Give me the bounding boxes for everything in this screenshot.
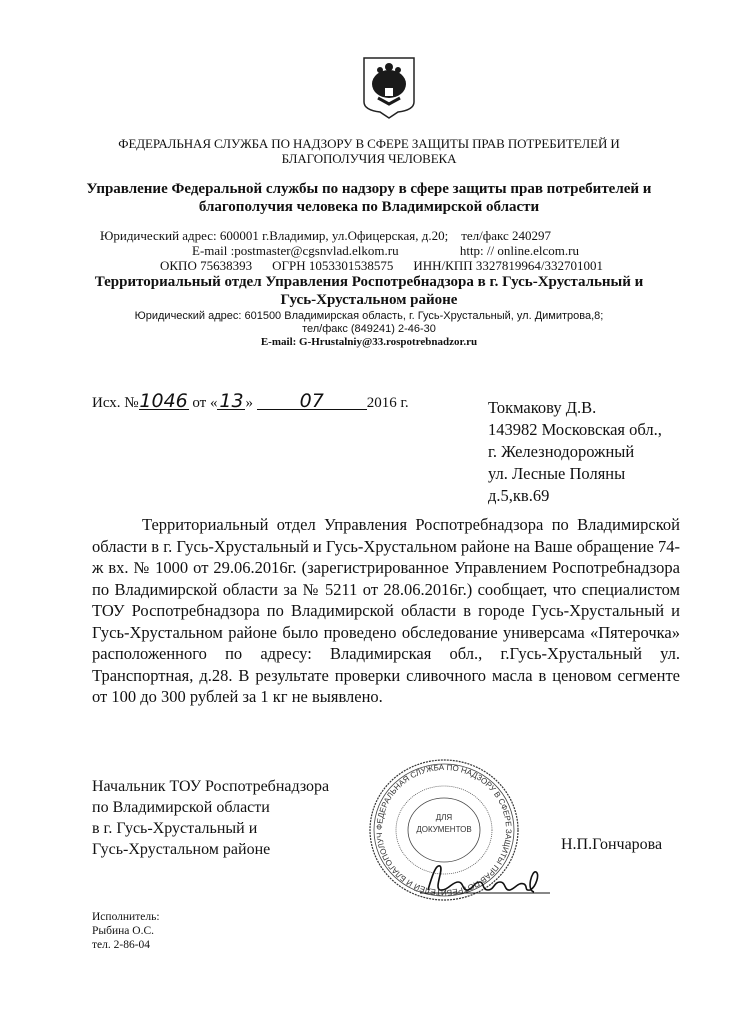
stamp-ring-text: ФЕДЕРАЛЬНАЯ СЛУЖБА ПО НАДЗОРУ В СФЕРЕ ЗАЩИТЫ ПРАВ ПОТРЕБИТЕЛЕЙ И БЛАГОПОЛУЧ (374, 762, 514, 898)
recipient-city: г. Железнодорожный (488, 442, 635, 461)
okpo: ОКПО 75638393 (160, 258, 253, 273)
email: E-mail :postmaster@cgsnvlad.elkom.ru (192, 243, 399, 258)
outgoing-month: 07 (257, 393, 367, 410)
department-line-1: Управление Федеральной службы по надзору в сфере защиты прав потребителей и (86, 181, 652, 197)
russian-coat-of-arms-icon (358, 52, 420, 122)
signatory-title (92, 776, 329, 860)
signatory-title-line-1: Начальник ТОУ Роспотребнадзора (92, 778, 330, 795)
outgoing-prefix: Исх. № (92, 395, 139, 411)
legal-address: Юридический адрес: 600001 г.Владимир, ул.Офицерская, д.20; (100, 228, 449, 243)
ogrn: ОГРН 1053301538575 (272, 258, 394, 273)
outgoing-from-label: от « (192, 395, 218, 411)
recipient-region: 143982 Московская обл., (488, 420, 662, 439)
executor-phone: тел. 2-86-04 (92, 939, 151, 951)
territorial-email: E-mail: G-Hrustalniy@33.rospotrebnadzor.ru (260, 336, 478, 348)
outgoing-year: 2016 г. (366, 395, 409, 411)
signatory-title-line-2: по Владимирской области (92, 799, 270, 816)
signatory-title-line-3: в г. Гусь-Хрустальный и (92, 820, 258, 837)
signatory-title-line-4: Гусь-Хрустальном районе (92, 841, 271, 858)
department-line-2: благополучия человека по Владимирской области (198, 199, 540, 215)
executor-label: Исполнитель: (92, 911, 160, 923)
department-name (0, 180, 738, 216)
outgoing-day-close: » (245, 395, 253, 411)
executor-name: Рыбина О.С. (92, 925, 154, 937)
territorial-address-line: Юридический адрес: 601500 Владимирская область, г. Гусь-Хрустальный, ул. Димитрова,8; (134, 310, 604, 322)
registration-codes (160, 258, 623, 274)
outgoing-day: 13 (219, 390, 244, 412)
contact-line (192, 243, 579, 259)
territorial-phone: тел/факс (849241) 2-46-30 (302, 323, 436, 335)
territorial-address (0, 310, 738, 336)
outgoing-number: 1046 (139, 390, 188, 412)
phone-fax: тел/факс 240297 (461, 228, 551, 243)
recipient-house: д.5,кв.69 (488, 486, 550, 505)
handwritten-signature (420, 860, 550, 896)
outgoing-reference (92, 390, 409, 412)
letter-body: Территориальный отдел Управления Роспотребнадзора по Владимирской области в г. Гусь-Хрустальный и Гусь-Хрустальном районе на Ваше обращение 74-ж вх. № 1000 от 29.06.2016г. (зарегистрированное Управлением Роспотребнадзора по Владимирской области за № 5211 от 28.06.2016г.) сообщает, что специалистом ТОУ Роспотребнадзора по Владимирской области в городе Гусь-Хрустальный и Гусь-Хрустальном районе было проведено обследование универсама «Пятерочка» расположенного по адресу: Владимирская обл., г.Гусь-Хрустальный ул. Транспортная, д.28. В результате проверки сливочного масла в ценовом сегменте от 100 до 300 рублей за 1 кг не выявлено. (92, 515, 680, 706)
stamp-center-line-1: ДЛЯ (435, 813, 453, 822)
executor-block (92, 910, 160, 952)
territorial-line-2: Гусь-Хрустальном районе (280, 292, 458, 308)
agency-name (0, 136, 738, 166)
territorial-office-name (0, 273, 738, 309)
legal-address-line (100, 228, 551, 244)
territorial-line-1: Территориальный отдел Управления Роспотребнадзора в г. Гусь-Хрустальный и (94, 274, 644, 290)
recipient-street: ул. Лесные Поляны (488, 464, 626, 483)
agency-line-2: БЛАГОПОЛУЧИЯ ЧЕЛОВЕКА (281, 151, 457, 166)
recipient-block (488, 397, 662, 507)
agency-line-1: ФЕДЕРАЛЬНАЯ СЛУЖБА ПО НАДЗОРУ В СФЕРЕ ЗАЩИТЫ ПРАВ ПОТРЕБИТЕЛЕЙ И (118, 136, 620, 151)
signatory-name: Н.П.Гончарова (561, 836, 663, 853)
inn-kpp: ИНН/КПП 3327819964/332701001 (413, 258, 603, 273)
recipient-name: Токмакову Д.В. (488, 398, 597, 417)
website: http: // online.elcom.ru (459, 243, 579, 258)
stamp-center-line-2: ДОКУМЕНТОВ (416, 825, 472, 834)
